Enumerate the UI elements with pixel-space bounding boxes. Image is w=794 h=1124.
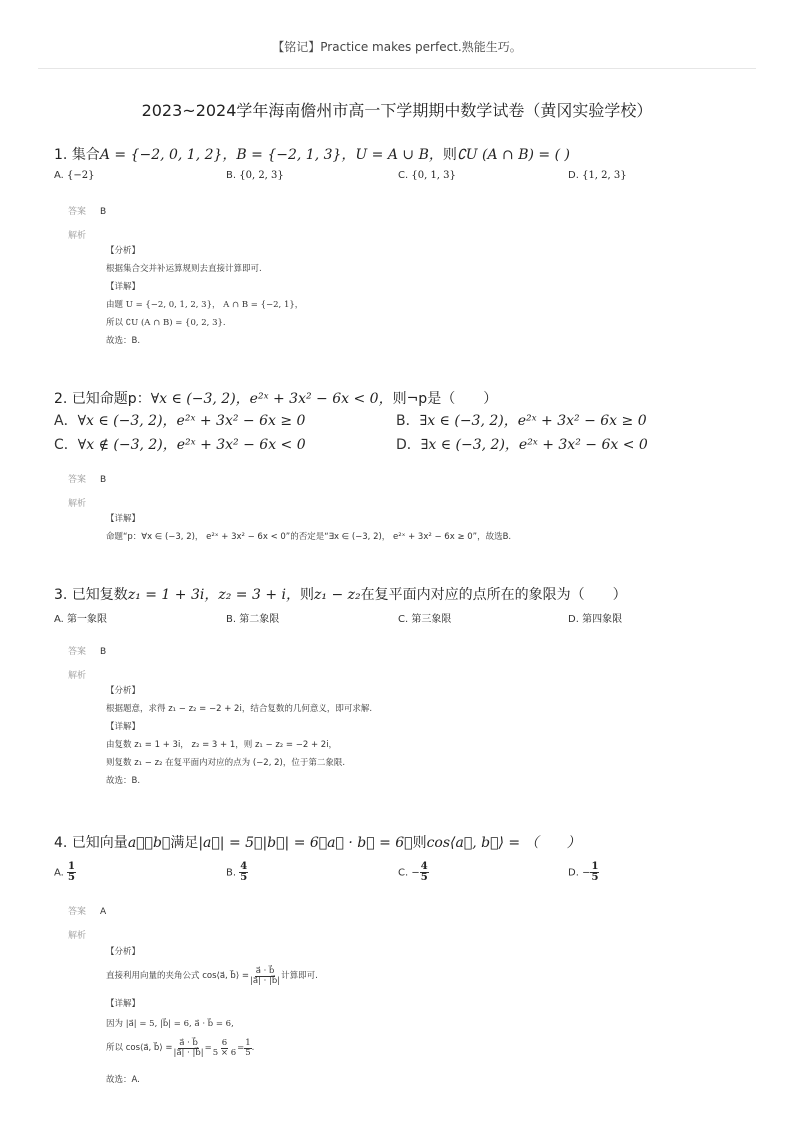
- fraction: $\frac{4}{5}$: [240, 861, 248, 883]
- header-motto: 【铭记】Practice makes perfect.熟能生巧。: [272, 40, 522, 54]
- answer-row: 答案 B: [68, 207, 107, 217]
- solution-block: 【分析】 直接利用向量的夹角公式 cos⟨a⃗, b⃗⟩ = $\frac{a⃗ \cdot b⃗}{|a⃗| \cdot |b⃗|}$ 计算即可. 【详解】 因为 |a⃗| = 5, |b⃗| = 6, a⃗ · b⃗ = 6, 所以 cos⟨a⃗, b⃗⟩ = $\frac{a⃗ \cdot b⃗}{|a⃗| \cdot |b⃗|}$ = $\frac{6}{5 \times 6}$ = $\frac{1}{5}$ . 故选：A.: [106, 947, 318, 1085]
- fraction: $\frac{6}{5 \times 6}$: [212, 1038, 237, 1058]
- fraction: $\frac{a⃗ \cdot b⃗}{|a⃗| \cdot |b⃗|}$: [249, 966, 281, 986]
- fraction: $\frac{a⃗ \cdot b⃗}{|a⃗| \cdot |b⃗|}$: [173, 1038, 204, 1058]
- question-3: [54, 584, 754, 786]
- question-3-options: [54, 610, 754, 626]
- question-2-options-row-2: [54, 434, 754, 456]
- solution-block: 【分析】 根据题意，求得 z₁ − z₂ = −2 + 2i，结合复数的几何意义，即可求解. 【详解】 由复数 z₁ = 1 + 3i， z₂ = 3 + 1，则 z₁ − z₂ = −2 + 2i， 则复数 z₁ − z₂ 在复平面内对应的点为 (−2, 2)，位于第二象限. 故选：B.: [106, 686, 373, 786]
- question-1-stem: 1. 集合A = {−2, 0, 1, 2}，B = {−2, 1, 3}，U = A ∪ B，则∁U (A ∩ B) = ( ): [54, 147, 570, 163]
- option-c[interactable]: C. − $\frac{4}{5}$: [398, 861, 428, 883]
- analysis-label: 解析: [68, 671, 87, 681]
- answer-row: 答案 B: [68, 647, 107, 657]
- option-c[interactable]: C. {0, 1, 3}: [398, 170, 456, 181]
- question-4-stem: 4. 已知向量a⃗，b⃗满足|a⃗| = 5，|b⃗| = 6，a⃗ · b⃗ = 6，则cos⟨a⃗, b⃗⟩ = （ ）: [54, 835, 581, 851]
- question-4-options: [54, 862, 754, 892]
- analysis-label: 解析: [68, 931, 87, 941]
- option-b[interactable]: B．∃x ∈ (−3, 2)，e²ˣ + 3x² − 6x ≥ 0: [396, 413, 647, 429]
- answer-row: 答案 A: [68, 907, 107, 917]
- fraction: $\frac{1}{5}$: [68, 861, 75, 883]
- fraction: $\frac{4}{5}$: [420, 861, 428, 883]
- question-2-stem: 2. 已知命题p：∀x ∈ (−3, 2)，e²ˣ + 3x² − 6x < 0，则¬p是（ ）: [54, 391, 498, 407]
- option-c[interactable]: C. 第三象限: [398, 614, 452, 625]
- option-b[interactable]: B. 第二象限: [226, 614, 280, 625]
- fraction: $\frac{1}{5}$: [591, 861, 599, 883]
- option-a[interactable]: A. $\frac{1}{5}$: [54, 861, 75, 883]
- analysis-label: 解析: [68, 231, 87, 241]
- solution-block: 【详解】 命题“p：∀x ∈ (−3, 2)， e²ˣ + 3x² − 6x < 0”的否定是“∃x ∈ (−3, 2)， e²ˣ + 3x² − 6x ≥ 0”，故选B.: [106, 514, 512, 542]
- option-d[interactable]: D. − $\frac{1}{5}$: [568, 861, 599, 883]
- question-2: [54, 388, 754, 542]
- question-1: [54, 144, 754, 346]
- question-2-options-row-1: [54, 410, 754, 432]
- option-d[interactable]: D. 第四象限: [568, 614, 623, 625]
- document-title: 2023~2024学年海南儋州市高一下学期期中数学试卷（黄冈实验学校）: [141, 101, 653, 120]
- option-a[interactable]: A. {−2}: [54, 170, 95, 181]
- option-b[interactable]: B. $\frac{4}{5}$: [226, 861, 248, 883]
- option-d[interactable]: D. {1, 2, 3}: [568, 170, 627, 181]
- analysis-label: 解析: [68, 499, 87, 509]
- option-a[interactable]: A．∀x ∈ (−3, 2)，e²ˣ + 3x² − 6x ≥ 0: [54, 413, 306, 429]
- question-1-options: [54, 170, 754, 186]
- option-d[interactable]: D．∃x ∈ (−3, 2)，e²ˣ + 3x² − 6x < 0: [396, 437, 648, 453]
- answer-row: 答案 B: [68, 475, 107, 485]
- fraction: $\frac{1}{5}$: [245, 1038, 251, 1058]
- question-4: [54, 832, 754, 1085]
- option-c[interactable]: C．∀x ∉ (−3, 2)，e²ˣ + 3x² − 6x < 0: [54, 437, 306, 453]
- header-divider: [38, 68, 756, 69]
- option-b[interactable]: B. {0, 2, 3}: [226, 170, 284, 181]
- option-a[interactable]: A. 第一象限: [54, 614, 108, 625]
- solution-block: 【分析】 根据集合交并补运算规则去直接计算即可. 【详解】 由题 U = {−2, 0, 1, 2, 3}， A ∩ B = {−2, 1}， 所以 ∁U (A ∩ B) = {0, 2, 3}. 故选：B.: [106, 246, 304, 346]
- question-3-stem: 3. 已知复数z₁ = 1 + 3i，z₂ = 3 + i，则z₁ − z₂在复平面内对应的点所在的象限为（ ）: [54, 587, 627, 603]
